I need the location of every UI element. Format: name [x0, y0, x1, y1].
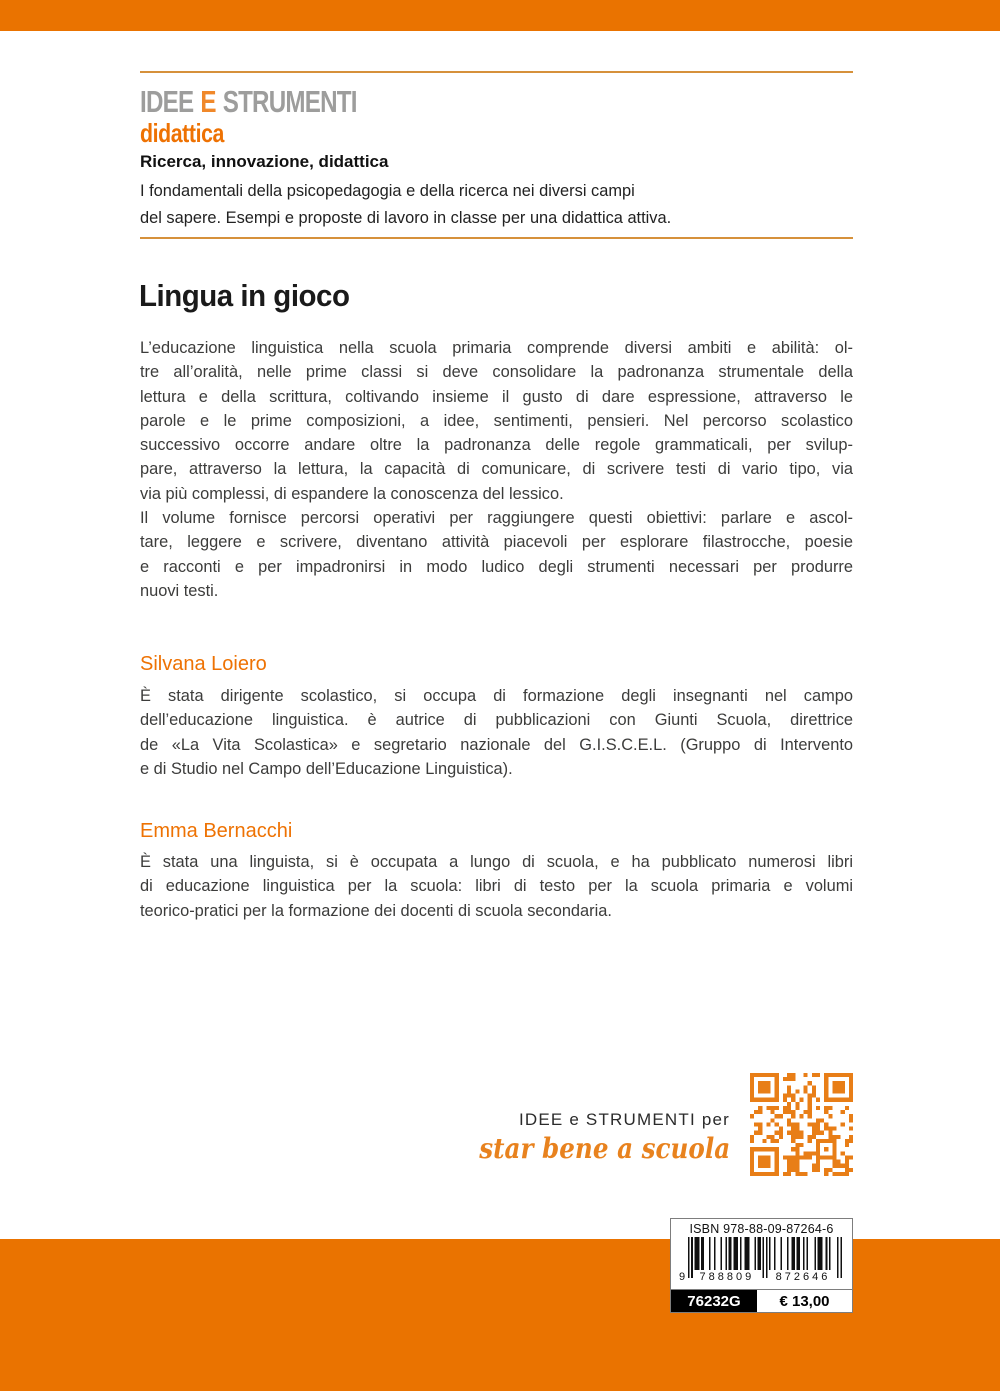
synopsis-paragraph: L’educazione linguistica nella scuola primaria comprende diversi ambiti e abilità: ol- tre all’oralità, nelle prime classi si deve consolidare la padronanza strumentale della lettura e della scrittura, coltivando insieme il gusto di dare espressione, attraverso le parole e le prime composizioni, a idee, sentimenti, pensieri. Nel percorso scolastico successivo occorre andare oltre la padronanza delle regole grammaticali, per svilup- pare, attraverso la lettura, la capacità di comunicare, di scrivere testi di vario tipo, via via più complessi, di espandere la conoscenza del lessico.	[140, 339, 853, 503]
svg-text:9: 9	[678, 1271, 685, 1283]
author-name-emma-bernacchi: Emma Bernacchi	[140, 820, 293, 842]
series-description: I fondamentali della psicopedagogia e della ricerca nei diversi campi del sapere. Esempi e proposte di lavoro in classe per una didattica attiva.	[140, 182, 672, 227]
price-row	[671, 1289, 852, 1312]
isbn-number: ISBN 978-88-09-87264-6	[689, 1222, 834, 1236]
author-name-silvana-loiero: Silvana Loiero	[140, 653, 267, 675]
header-rule-bottom	[140, 237, 853, 239]
svg-text:788809: 788809	[699, 1271, 754, 1283]
product-code: 76232G	[671, 1290, 757, 1312]
promo-block	[445, 1110, 730, 1165]
promo-series-line: IDEE e STRUMENTI per	[518, 1110, 730, 1129]
author-bio-silvana-loiero: È stata dirigente scolastico, si occupa di formazione degli insegnanti nel campo dell’educazione linguistica. è autrice di pubblicazioni con Giunti Scuola, direttrice de «La Vita Scolastica» e segretario nazionale del G.I.S.C.E.L. (Gruppo di Intervento e di Studio nel Campo dell’Educazione Linguistica).	[140, 687, 853, 778]
svg-text:872646: 872646	[775, 1271, 830, 1283]
author-bio-emma-bernacchi: È stata una linguista, si è occupata a lungo di scuola, e ha pubblicato numerosi libri di educazione linguistica per la scuola: libri di testo per la scuola primaria e volumi teorico-pratici per la formazione dei docenti di scuola secondaria.	[140, 853, 853, 920]
synopsis-paragraph: Il volume fornisce percorsi operativi per raggiungere questi obiettivi: parlare e ascol- tare, leggere e scrivere, diventano attività piacevoli per esplorare filastrocche, poesie e racconti e per impadronirsi in modo ludico degli strumenti necessari per produrre nuovi testi.	[140, 509, 853, 600]
logo-word-idee: IDEE	[140, 84, 194, 119]
isbn-barcode-label	[670, 1218, 853, 1313]
book-title: Lingua in gioco	[139, 278, 350, 313]
logo-word-e: E	[200, 84, 216, 119]
top-color-bar	[0, 0, 1000, 31]
price-value: € 13,00	[757, 1290, 852, 1312]
header-rule-top	[140, 71, 853, 73]
series-logo	[140, 84, 357, 120]
logo-word-strumenti: STRUMENTI	[222, 84, 357, 119]
ean-barcode-icon	[677, 1237, 847, 1283]
promo-slogan-script: star bene a scuola	[479, 1132, 730, 1165]
series-tagline: Ricerca, innovazione, didattica	[140, 152, 389, 171]
book-synopsis	[140, 336, 853, 603]
series-label: didattica	[140, 118, 224, 148]
qr-code-icon	[750, 1073, 853, 1176]
